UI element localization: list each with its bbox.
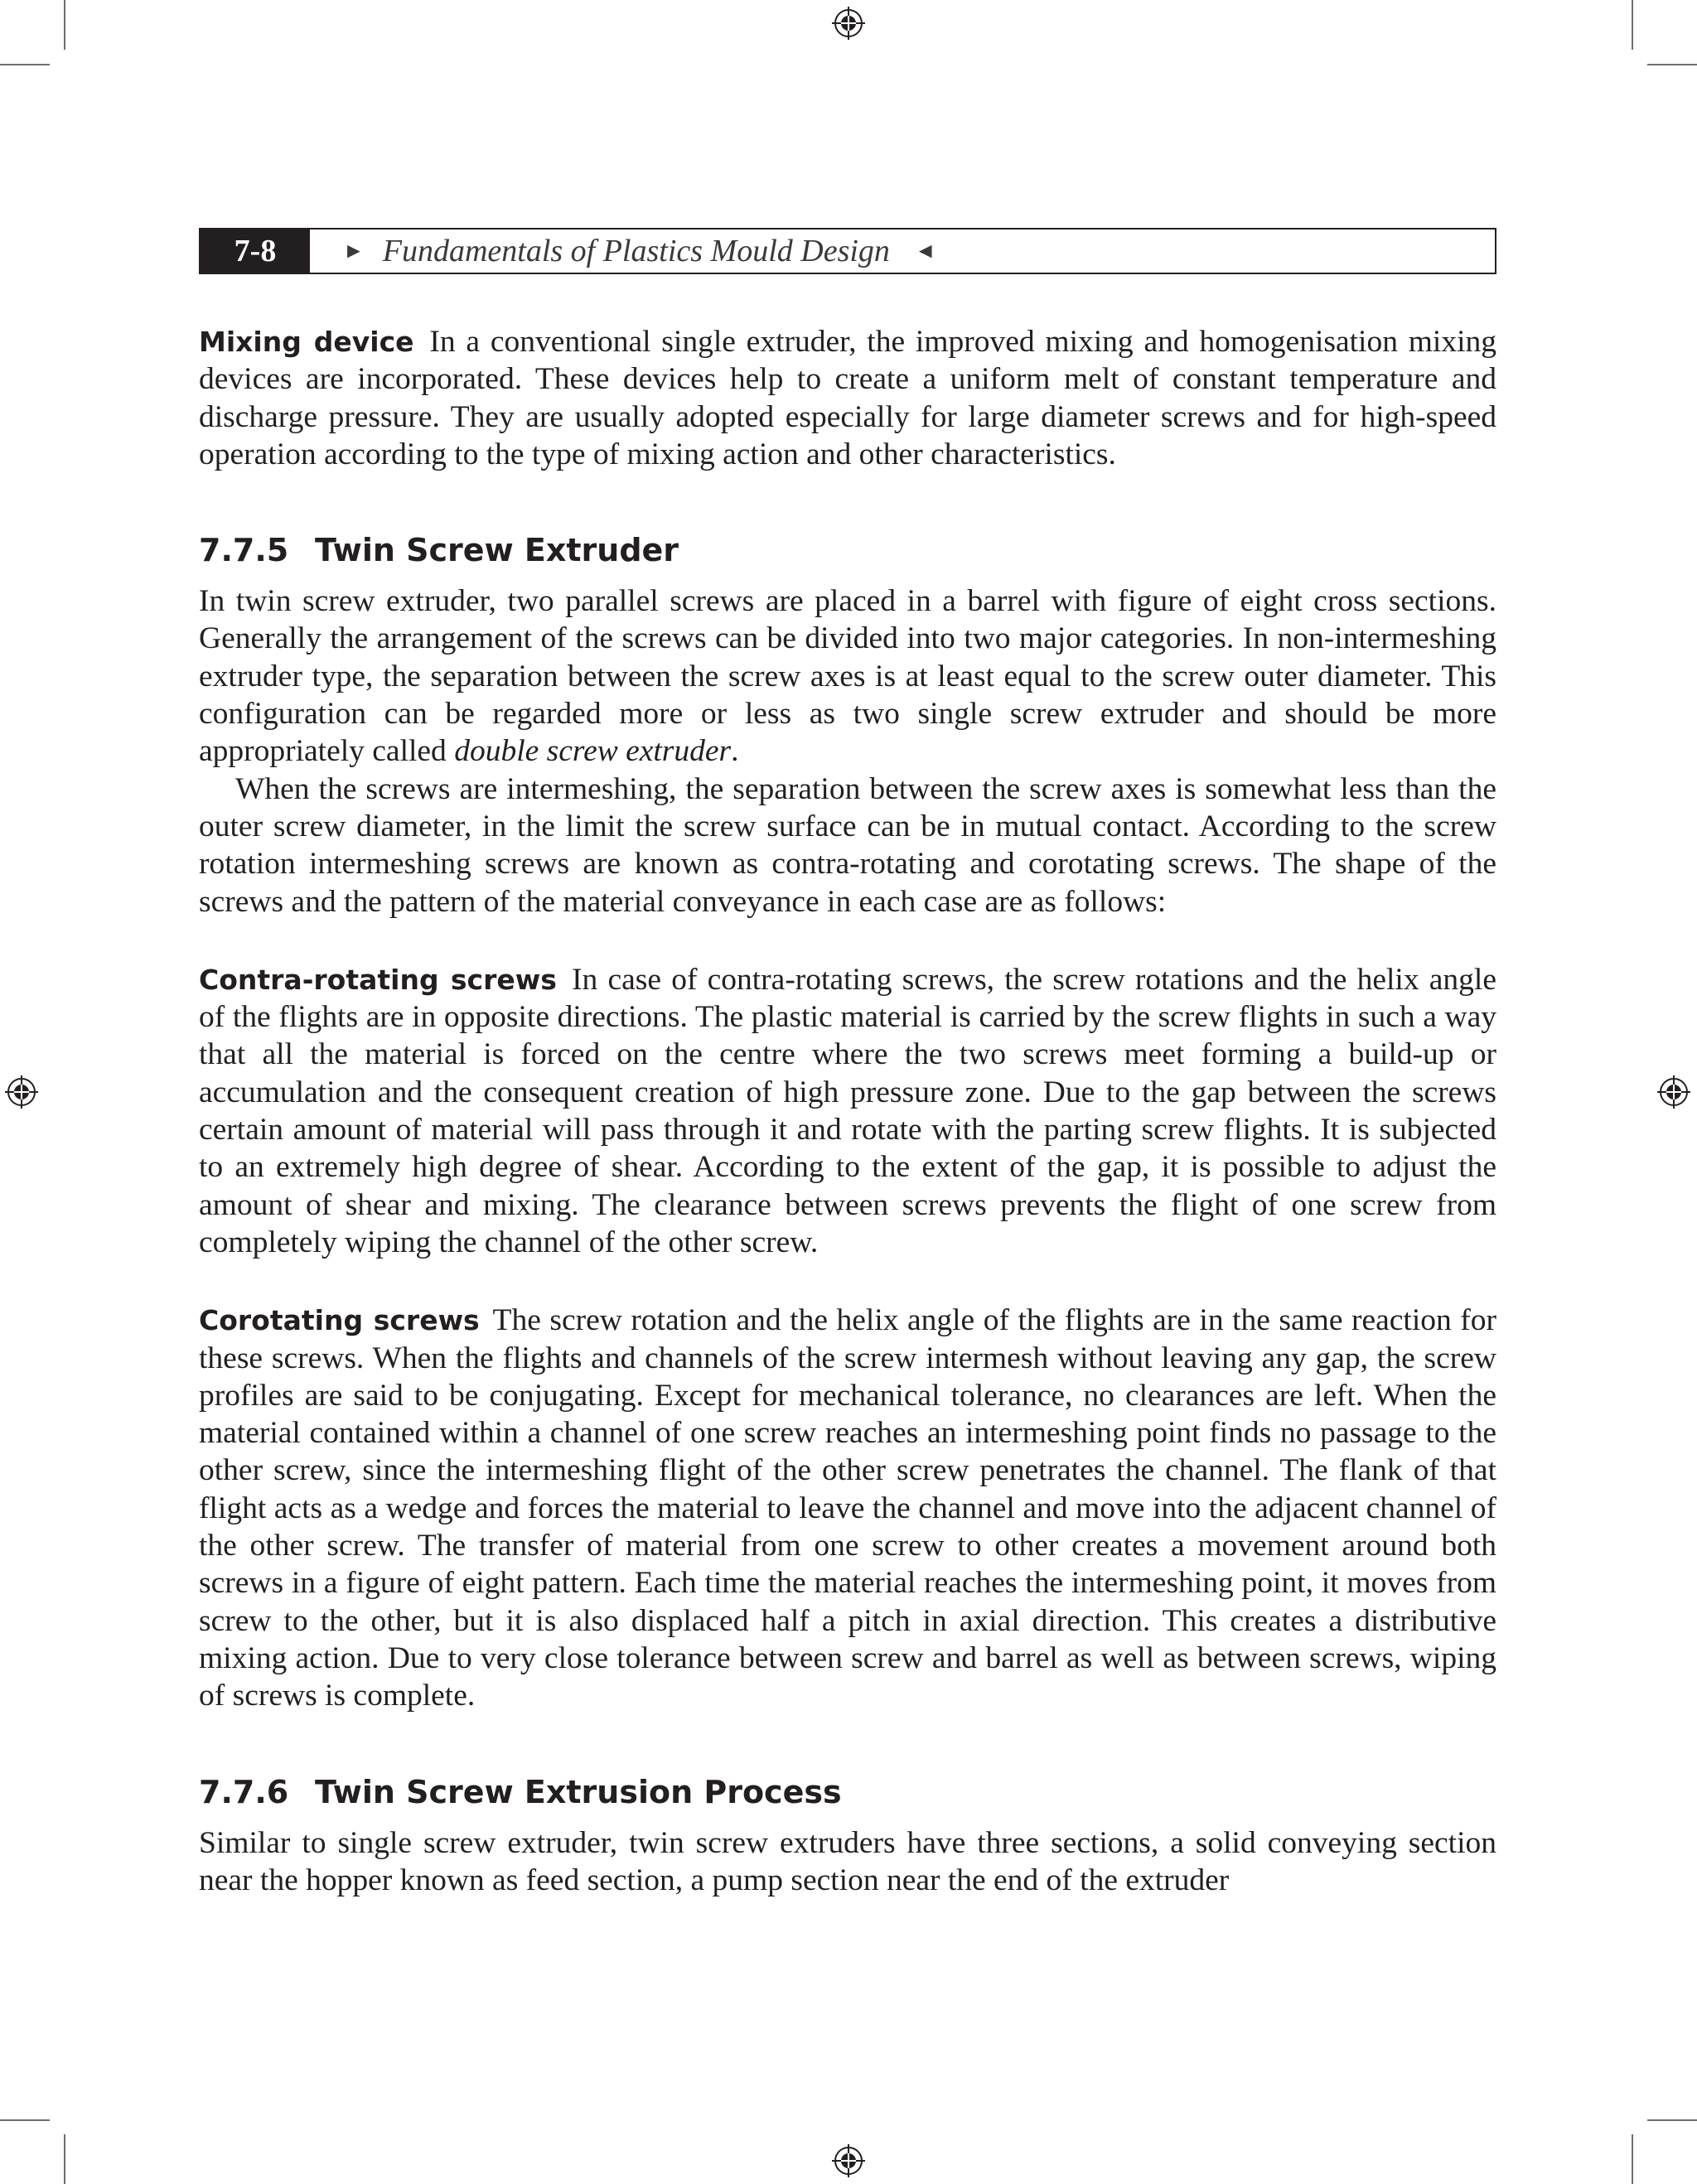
registration-mark-icon — [832, 7, 865, 40]
crop-mark — [1647, 2119, 1697, 2121]
registration-mark-icon — [1657, 1075, 1690, 1109]
crop-mark — [1647, 64, 1697, 65]
paragraph-text: . — [731, 734, 739, 769]
paragraph-text: The screw rotation and the helix angle of the flights are in the same reaction for these screws. When the flights and channels of the screw intermesh without leaving any gap, the screw profiles are said to be conjugating. Except for mechanical tolerance, no clearances are left. When the material contained within a channel of one screw reaches an intermeshing point finds no passage to the other screw, since the intermeshing flight of the other screw penetrates the channel. The flank of that flight acts as a wedge and forces the material to leave the channel and move into the adjacent channel of the other screw. The transfer of material from one screw to other creates a movement around both screws in a figure of eight pattern. Each time the material reaches the intermeshing point, it moves from screw to the other, but it is also displaced half a pitch in axial direction. This creates a distributive mixing action. Due to very close tolerance between screw and barrel as well as between screws, wiping of screws is complete. — [199, 1303, 1496, 1713]
crop-mark — [64, 2134, 65, 2184]
paragraph-twin-screw-2: When the screws are intermeshing, the separation between the screw axes is somewhat less than the outer screw diameter, in the limit the screw surface can be in mutual contact. According to the screw rotation intermeshing screws are known as contra-rotating and corotating screws. The shape of the screws and the pattern of the material conveyance in each case are as follows: — [199, 771, 1496, 919]
arrow-right-icon: ► — [343, 239, 365, 263]
section-title: Twin Screw Extrusion Process — [315, 1773, 842, 1810]
run-in-heading: Mixing device — [199, 326, 414, 358]
running-header — [199, 228, 1496, 274]
section-number: 7.7.6 — [199, 1773, 289, 1810]
paragraph-text: In twin screw extruder, two parallel screws are placed in a barrel with figure of eight cross sections. Generally the arrangement of the screws can be divided into two major categories. In non-intermeshing extruder type, the separation between the screw axes is at least equal to the screw outer diameter. This configuration can be regarded more or less as two single screw extruder and should be more appropriately called — [199, 584, 1496, 769]
crop-mark — [0, 2119, 50, 2121]
section-heading-7-7-6 — [199, 1773, 1496, 1811]
arrow-left-icon: ◄ — [914, 239, 936, 263]
crop-mark — [1632, 0, 1633, 50]
section-heading-7-7-5 — [199, 531, 1496, 569]
paragraph-mixing-device — [199, 323, 1496, 473]
paragraph-contra-rotating — [199, 961, 1496, 1261]
book-title: Fundamentals of Plastics Mould Design — [382, 234, 890, 268]
page-number: 7-8 — [201, 230, 310, 273]
paragraph-corotating — [199, 1302, 1496, 1714]
paragraph-twin-screw-process: Similar to single screw extruder, twin screw extruders have three sections, a solid conveying section near the hopper known as feed section, a pump section near the end of the extruder — [199, 1825, 1496, 1897]
run-in-heading: Corotating screws — [199, 1304, 480, 1337]
paragraph-text: In case of contra-rotating screws, the screw rotations and the helix angle of the flights are in opposite directions. The plastic material is carried by the screw flights in such a way that all the material is forced on the centre where the two screws meet forming a build-up or accumulation and the consequent creation of high pressure zone. Due to the gap between the screws certain amount of material will pass through it and rotate with the parting screw flights. It is subjected to an extremely high degree of shear. According to the extent of the gap, it is possible to adjust the amount of shear and mixing. The clearance between screws prevents the flight of one screw from completely wiping the channel of the other screw. — [199, 962, 1496, 1259]
paragraph-text: In a conventional single extruder, the improved mixing and homogenisation mixing devices are incorporated. These devices help to create a uniform melt of constant temperature and discharge pressure. They are usually adopted especially for large diameter screws and for high-speed operation according to the type of mixing action and other characteristics. — [199, 325, 1496, 471]
registration-mark-icon — [832, 2144, 865, 2177]
section-title: Twin Screw Extruder — [315, 532, 679, 569]
registration-mark-icon — [5, 1075, 38, 1109]
paragraph-twin-screw-1 — [199, 582, 1496, 770]
page-content — [199, 323, 1496, 1899]
section-number: 7.7.5 — [199, 532, 289, 569]
crop-mark — [0, 64, 50, 65]
run-in-heading: Contra-rotating screws — [199, 963, 557, 996]
crop-mark — [64, 0, 65, 50]
italic-term: double screw extruder — [454, 734, 732, 769]
crop-mark — [1632, 2134, 1633, 2184]
